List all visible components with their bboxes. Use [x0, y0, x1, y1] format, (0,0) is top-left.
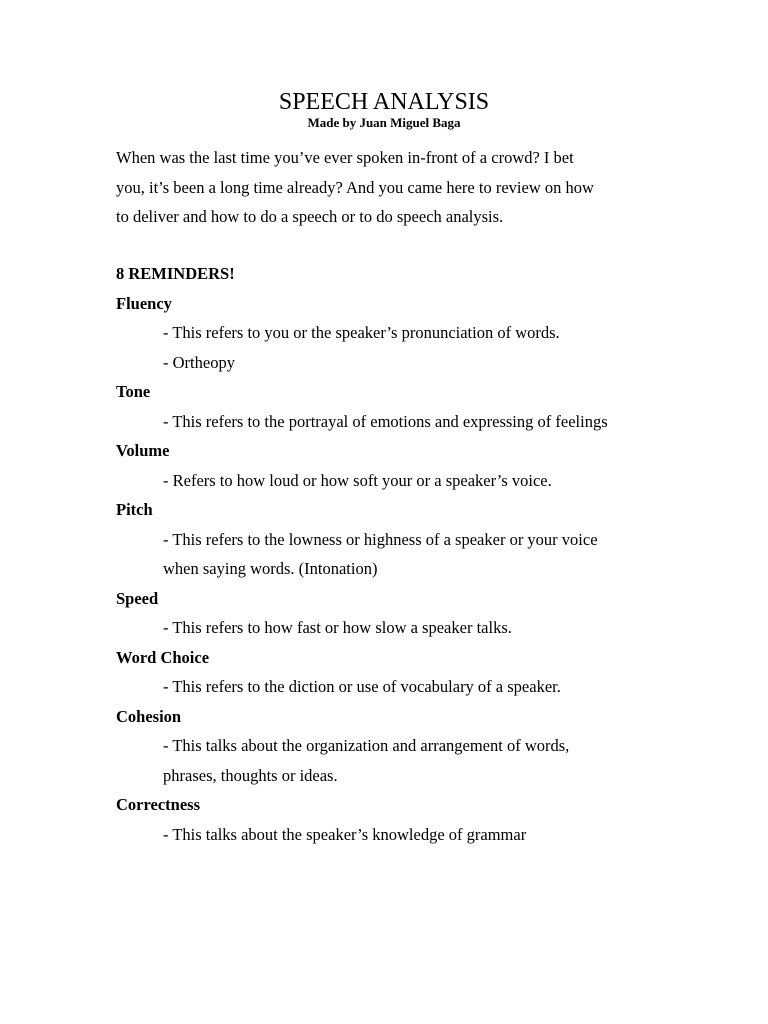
- intro-line: When was the last time you’ve ever spoken in-front of a crowd? I bet: [116, 148, 574, 167]
- reminder-cohesion: [116, 702, 676, 791]
- reminder-speed: [116, 584, 676, 643]
- reminder-title: Cohesion: [116, 706, 182, 726]
- reminder-description: - This refers to you or the speaker’s pronunciation of words.: [163, 323, 560, 342]
- intro-line: you, it’s been a long time already? And you came here to review on how: [116, 177, 594, 197]
- reminders-section: [116, 259, 676, 849]
- reminder-tone: [116, 377, 676, 436]
- reminder-volume: [116, 436, 676, 495]
- reminder-title: Correctness: [116, 795, 200, 814]
- page-subtitle: Made by Juan Miguel Baga: [307, 115, 461, 130]
- intro-line: to deliver and how to do a speech or to do speech analysis.: [116, 207, 504, 226]
- reminder-word-choice: [116, 643, 676, 702]
- reminder-description: - This refers to the portrayal of emotions and expressing of feelings: [163, 411, 608, 431]
- reminder-correctness: [116, 790, 676, 849]
- reminder-description: - This talks about the organization and arrangement of words,: [163, 736, 570, 755]
- reminder-title: Pitch: [116, 500, 153, 519]
- reminder-fluency: [116, 289, 676, 378]
- reminder-description: - This talks about the speaker’s knowledge of grammar: [163, 824, 527, 844]
- reminder-title: Word Choice: [116, 647, 210, 667]
- reminder-description: phrases, thoughts or ideas.: [163, 765, 338, 785]
- reminder-description: - Refers to how loud or how soft your or a speaker’s voice.: [163, 470, 552, 490]
- reminder-title: Tone: [116, 382, 151, 401]
- reminder-description: - This refers to the diction or use of vocabulary of a speaker.: [163, 677, 561, 696]
- reminder-title: Volume: [116, 441, 170, 460]
- reminder-title: Fluency: [116, 293, 172, 313]
- reminder-description: - This refers to how fast or how slow a speaker talks.: [163, 618, 512, 637]
- reminder-description: when saying words. (Intonation): [163, 559, 378, 578]
- reminder-title: Speed: [116, 588, 159, 608]
- page-title: SPEECH ANALYSIS: [278, 89, 490, 115]
- reminder-description: - This refers to the lowness or highness of a speaker or your voice: [163, 529, 598, 549]
- reminder-description: - Ortheopy: [163, 352, 235, 372]
- section-heading: 8 REMINDERS!: [116, 264, 235, 283]
- intro-paragraph: [116, 143, 656, 232]
- reminder-pitch: [116, 495, 676, 584]
